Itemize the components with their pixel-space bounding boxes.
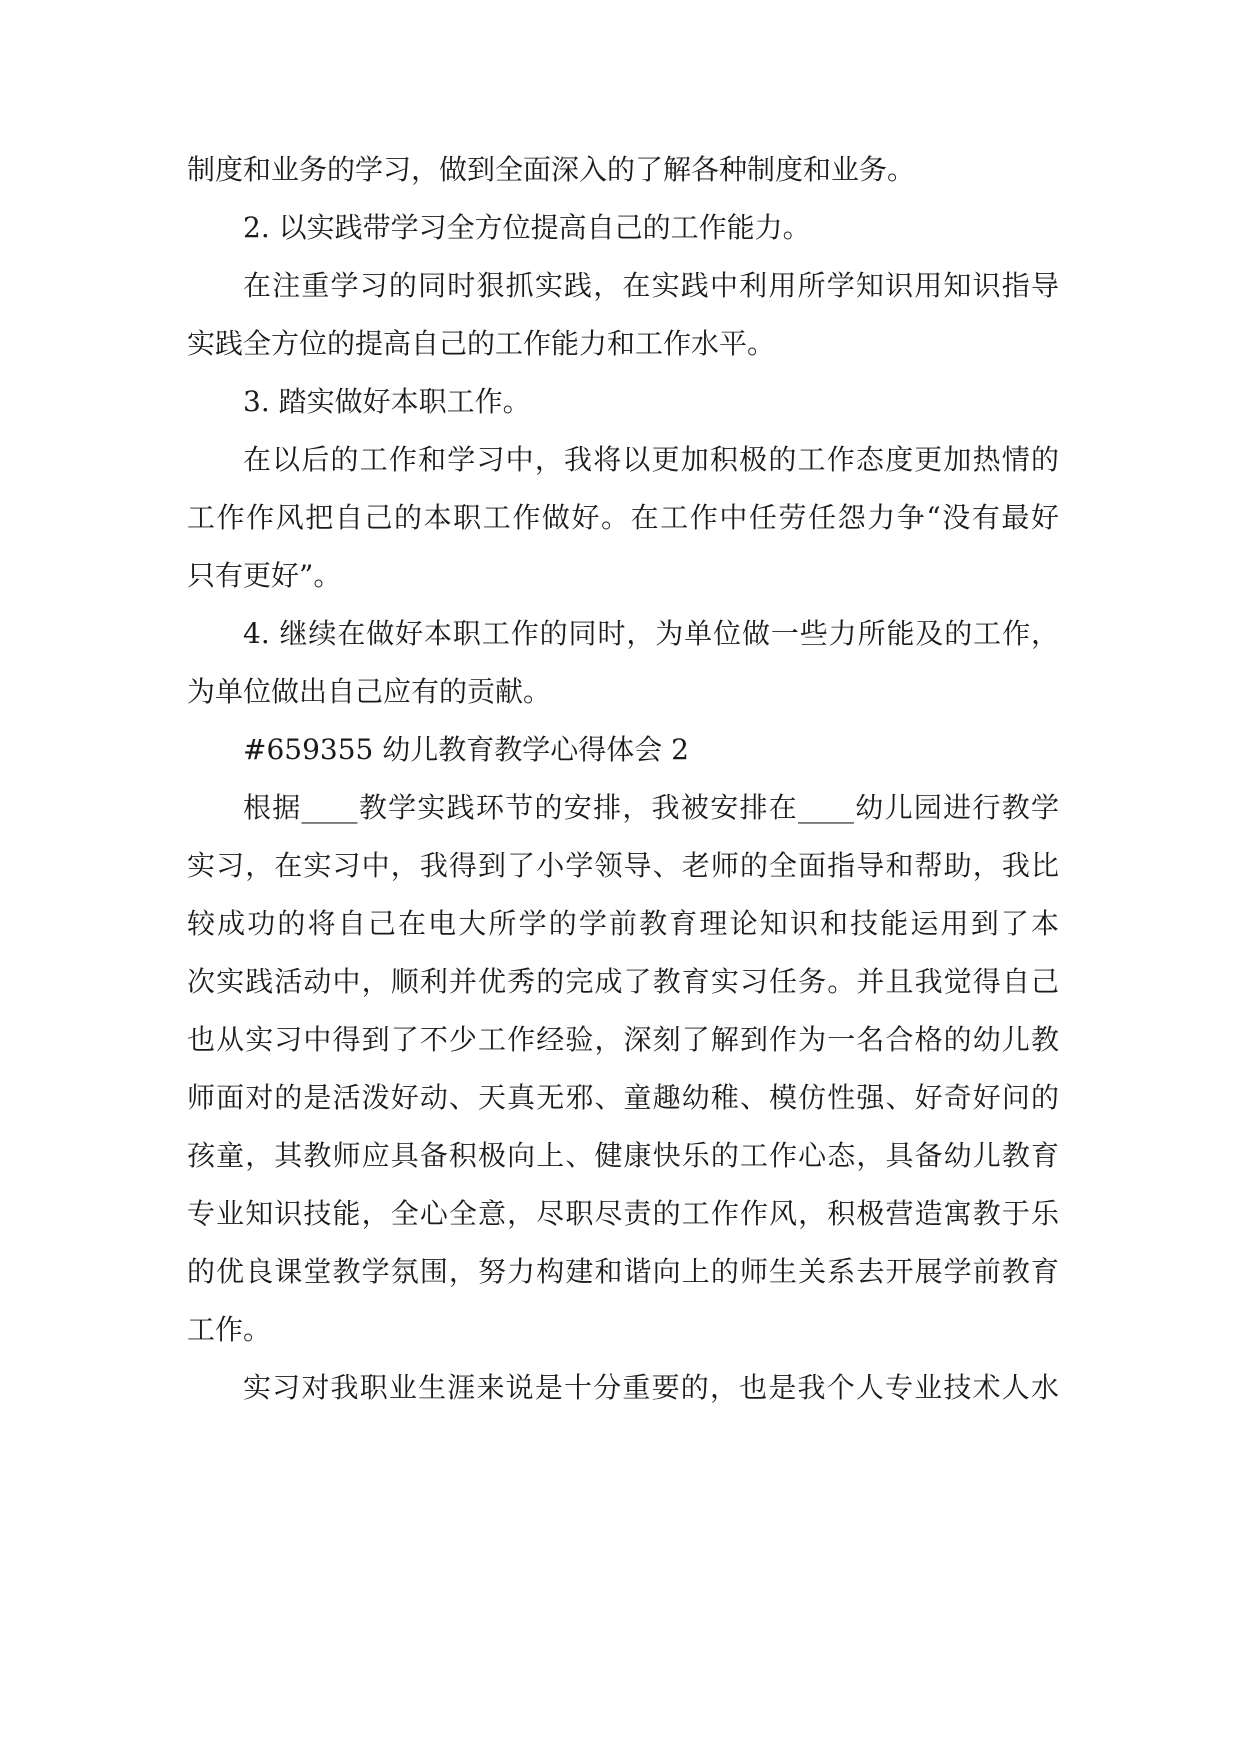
text-line: 制度和业务的学习，做到全面深入的了解各种制度和业务。 <box>187 153 916 186</box>
text-line: 为单位做出自己应有的贡献。 <box>187 675 552 708</box>
text-line: 只有更好”。 <box>187 559 342 592</box>
text-line: 孩童，其教师应具备积极向上、健康快乐的工作心态，具备幼儿教育 <box>187 1139 1059 1172</box>
section-title: #659355 幼儿教育教学心得体会 2 <box>243 733 689 766</box>
text-line: 师面对的是活泼好动、天真无邪、童趣幼稚、模仿性强、好奇好问的 <box>187 1081 1059 1114</box>
list-heading-3: 3. 踏实做好本职工作。 <box>243 385 531 418</box>
text-line: 实践全方位的提高自己的工作能力和工作水平。 <box>187 327 776 360</box>
text-line: 专业知识技能，全心全意，尽职尽责的工作作风，积极营造寓教于乐 <box>187 1197 1059 1230</box>
text-line: 在以后的工作和学习中，我将以更加积极的工作态度更加热情的 <box>243 443 1059 476</box>
text-line: 工作作风把自己的本职工作做好。在工作中任劳任怨力争“没有最好 <box>187 501 1059 534</box>
list-heading-4: 4. 继续在做好本职工作的同时，为单位做一些力所能及的工作， <box>243 617 1059 650</box>
text-line: 次实践活动中，顺利并优秀的完成了教育实习任务。并且我觉得自己 <box>187 965 1059 998</box>
text-line: 的优良课堂教学氛围，努力构建和谐向上的师生关系去开展学前教育 <box>187 1255 1059 1288</box>
text-line: 工作。 <box>187 1313 272 1346</box>
text-line: 根据____教学实践环节的安排，我被安排在____幼儿园进行教学 <box>243 791 1059 824</box>
text-line: 也从实习中得到了不少工作经验，深刻了解到作为一名合格的幼儿教 <box>187 1023 1059 1056</box>
list-heading-2: 2. 以实践带学习全方位提高自己的工作能力。 <box>243 211 811 244</box>
text-line: 在注重学习的同时狠抓实践，在实践中利用所学知识用知识指导 <box>243 269 1059 302</box>
text-line: 实习对我职业生涯来说是十分重要的，也是我个人专业技术人水 <box>243 1371 1059 1404</box>
text-line: 较成功的将自己在电大所学的学前教育理论知识和技能运用到了本 <box>187 907 1059 940</box>
text-line: 实习，在实习中，我得到了小学领导、老师的全面指导和帮助，我比 <box>187 849 1059 882</box>
